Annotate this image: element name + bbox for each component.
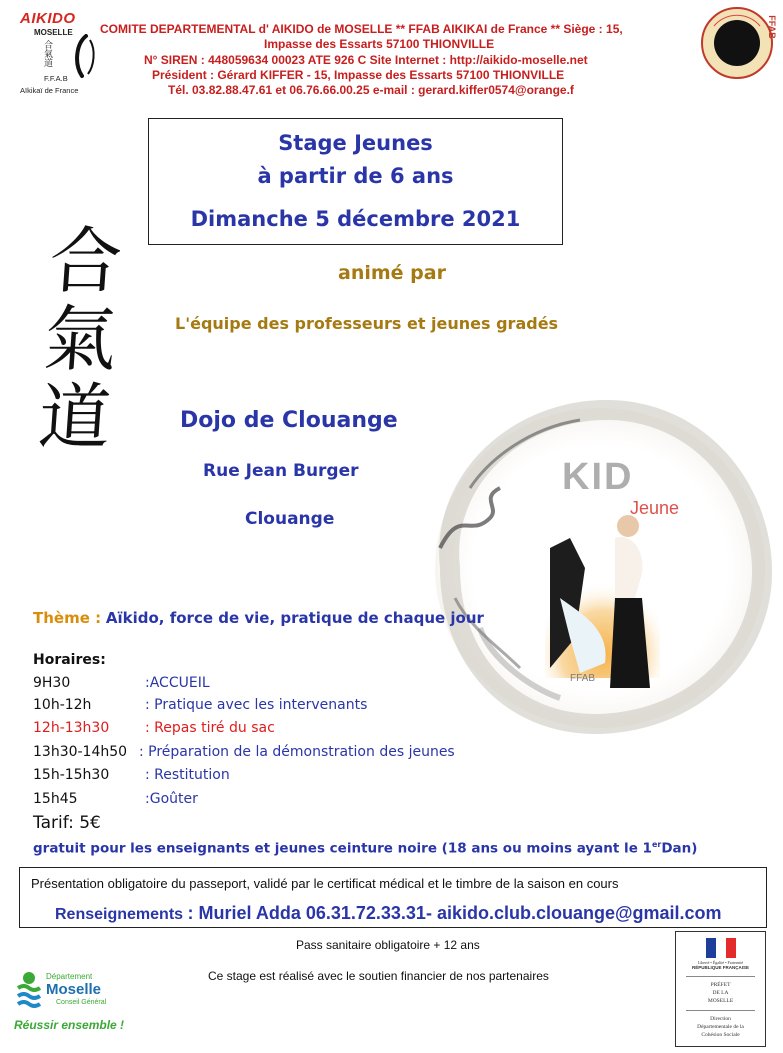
moselle-line1: Département (46, 972, 93, 981)
schedule-time-4: 13h30-14h50 (33, 744, 128, 760)
passport-requirement: Présentation obligatoire du passeport, validé par le certificat médical et le timbre de la saison en cours (31, 876, 619, 891)
kanji-ki: 氣 (41, 297, 120, 381)
contact-line (55, 903, 722, 924)
kid-poster-image (410, 398, 775, 738)
enso-brush-icon (72, 34, 100, 78)
logo-caption: Aïkikaï de France (20, 86, 79, 95)
logo-region: MOSELLE (34, 28, 73, 37)
prefet-line2: DE LA (712, 990, 729, 996)
header-line-2: Impasse des Essarts 57100 THIONVILLE (264, 37, 495, 51)
aikido-calligraphy (6, 219, 155, 462)
event-title-line-2: à partir de 6 ans (257, 164, 454, 188)
header-line-5: Tél. 03.82.88.47.61 et 06.76.66.00.25 e-mail : gerard.kiffer0574@orange.f (168, 83, 574, 97)
prefet-line3: MOSELLE (707, 998, 734, 1004)
header-line-4: Président : Gérard KIFFER - 15, Impasse des Essarts 57100 THIONVILLE (152, 68, 565, 82)
team-line: L'équipe des professeurs et jeunes gradés (175, 314, 559, 333)
schedule-time-6: 15h45 (33, 791, 78, 807)
schedule-label-6: :Goûter (145, 791, 198, 807)
venue-name: Dojo de Clouange (180, 408, 398, 433)
dragon-circle-illustration (410, 398, 775, 738)
moselle-department-logo (12, 970, 125, 1036)
schedule-time-5: 15h-15h30 (33, 767, 110, 783)
prefet-motto: Liberté • Égalité • Fraternité (697, 960, 744, 965)
support-note: Ce stage est réalisé avec le soutien financier de nos partenaires (208, 969, 549, 983)
schedule-label-1: :ACCUEIL (145, 675, 210, 691)
event-date: Dimanche 5 décembre 2021 (190, 207, 521, 231)
prefet-moselle-logo (675, 931, 766, 1047)
moselle-wave-icon (16, 970, 42, 1012)
header-line-1: COMITE DEPARTEMENTAL d' AIKIDO de MOSELLE ** FFAB AIKIKAI de France ** Siège : 15, (100, 22, 623, 36)
kanji-ai: 合 (46, 219, 125, 303)
moselle-slogan: Réussir ensemble ! (14, 1018, 125, 1032)
prefet-dir2: Départementale de la (697, 1024, 744, 1030)
ffab-seal-text: FFAB (766, 15, 777, 39)
free-entry-sup: er (651, 840, 662, 849)
aikido-moselle-logo (14, 8, 106, 98)
free-entry-end: Dan) (661, 840, 698, 857)
moselle-line3: Conseil Général (56, 999, 107, 1006)
header-line-3: N° SIREN : 448059634 00023 ATE 926 C Site Internet : http://aikido-moselle.net (144, 53, 588, 67)
schedule-label-5: : Restitution (145, 767, 230, 783)
event-title-line-1: Stage Jeunes (278, 131, 433, 155)
schedule-label-4: : Préparation de la démonstration des jeunes (139, 744, 455, 760)
french-republic-flag-icon (706, 938, 736, 958)
contact-details[interactable]: : Muriel Adda 06.31.72.33.31- aikido.club.clouange@gmail.com (187, 903, 722, 923)
poster-caption: FFAB (570, 673, 596, 684)
venue-street: Rue Jean Burger (203, 461, 359, 481)
poster-word-kid: KID (562, 456, 634, 498)
poster-word-jeune: Jeune (630, 498, 680, 518)
schedule-label-3: : Repas tiré du sac (145, 720, 275, 736)
moselle-line2: Moselle (46, 981, 102, 998)
schedule-time-1: 9H30 (33, 675, 71, 691)
prefet-republic: RÉPUBLIQUE FRANÇAISE (691, 965, 749, 970)
prefet-divider (686, 976, 755, 977)
prefet-dir3: Cohésion Sociale (701, 1032, 740, 1038)
health-pass-note: Pass sanitaire obligatoire + 12 ans (296, 938, 480, 952)
logo-brand: AIKIDO (20, 10, 76, 27)
logo-initials: F.F.A.B (44, 74, 68, 83)
theme-label: Thème : (33, 609, 102, 627)
schedule-heading: Horaires: (33, 652, 106, 668)
schedule-time-3: 12h-13h30 (33, 720, 110, 736)
animated-by: animé par (338, 262, 446, 284)
free-entry-text: gratuit pour les enseignants et jeunes ceinture noire (18 ans ou moins ayant le 1 (33, 840, 652, 857)
schedule-label-2: : Pratique avec les intervenants (145, 697, 368, 713)
prefet-dir1: Direction (710, 1016, 731, 1022)
committee-header (100, 22, 690, 100)
ffab-seal-logo (700, 6, 777, 80)
prefet-divider-2 (686, 1010, 755, 1011)
logo-kanji-mark: 合 氣 道 (44, 41, 54, 69)
schedule-time-2: 10h-12h (33, 697, 92, 713)
ffab-seal-icon (700, 6, 774, 80)
venue-city: Clouange (245, 509, 335, 529)
prefet-line1: PRÉFET (710, 982, 731, 988)
theme-text: Aïkido, force de vie, pratique de chaque jour (105, 609, 484, 627)
contact-label: Renseignements (55, 906, 184, 923)
kanji-do: 道 (35, 375, 114, 459)
tarif: Tarif: 5€ (33, 813, 101, 833)
free-entry-note (33, 840, 697, 857)
theme-line (33, 609, 484, 627)
